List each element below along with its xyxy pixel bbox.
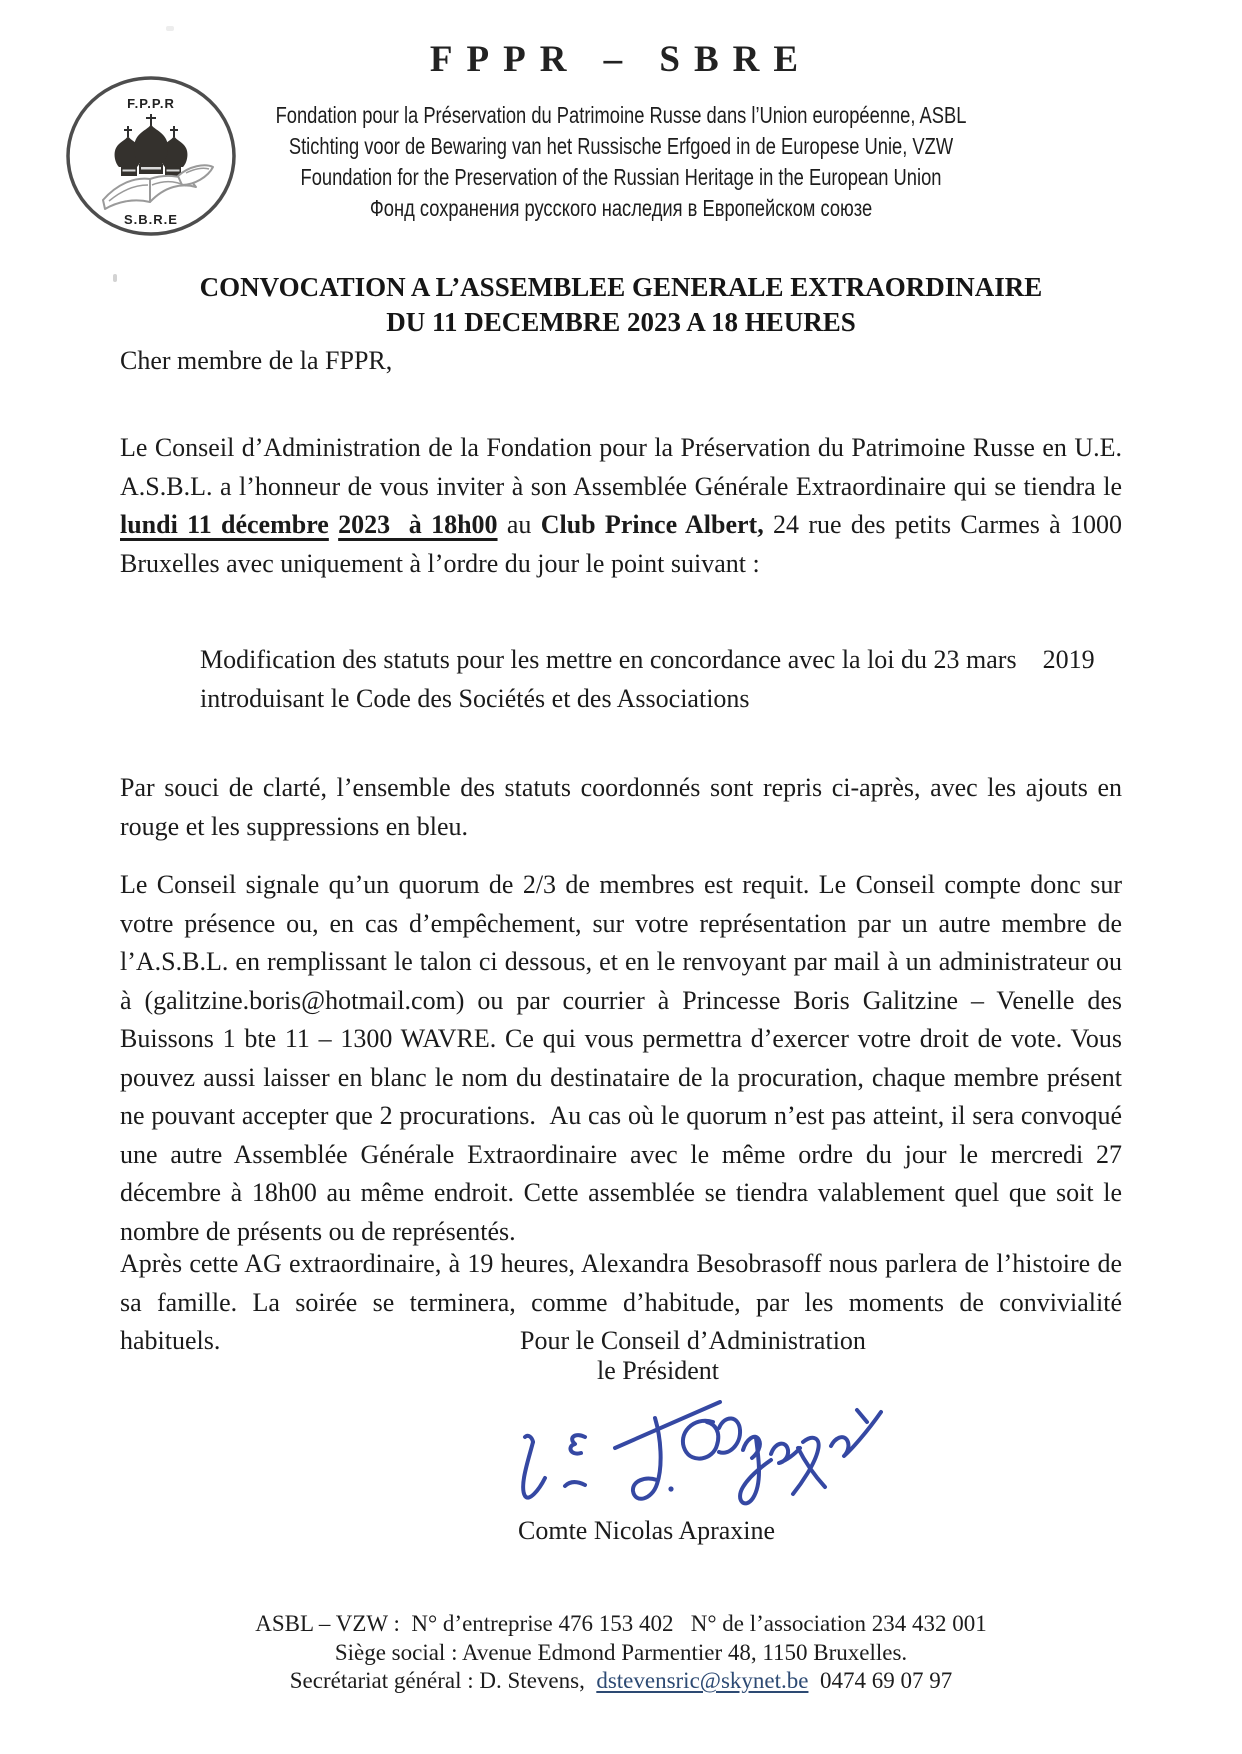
footer-phone: 0474 69 07 97 (808, 1668, 953, 1693)
closing-line2: le Président (597, 1356, 720, 1385)
signatory-name: Comte Nicolas Apraxine (518, 1516, 776, 1545)
president-signature (505, 1390, 905, 1535)
footer-secretariat-label: Secrétariat général : D. Stevens, (289, 1668, 597, 1693)
scan-artifact (166, 26, 174, 31)
invitation-intro: Le Conseil d’Administration de la Fondation pour la Préservation du Patrimoine Russe en U.E. A.S.B.L. a l’honneur de vous inviter à son Assemblée Générale Extraordinaire qui se tiendra le (120, 433, 1122, 501)
org-name-fr: Fondation pour la Préservation du Patrimoine Russe dans l’Union européenne, ASBL (275, 102, 967, 128)
salutation: Cher membre de la FPPR, (120, 346, 393, 375)
notice-title-line1: CONVOCATION A L’ASSEMBLEE GENERALE EXTRAORDINAIRE (199, 272, 1043, 302)
date-gap (329, 510, 338, 539)
agenda-line1: Modification des statuts pour les mettre en concordance avec la loi du 23 mars 2019 (200, 645, 1095, 674)
org-acronym-title: FPPR – SBRE (429, 39, 813, 80)
org-names-block (0, 100, 1242, 224)
paragraph-quorum: Le Conseil signale qu’un quorum de 2/3 de membres est requit. Le Conseil compte donc sur votre présence ou, en cas d’empêchement, sur votre représentation par un autre membre de l’A.S.B.L. en remplissant le talon ci dessous, et en le renvoyant par mail à un administrateur ou à (galitzine.boris@hotmail.com) ou par courrier à Princesse Boris Galitzine – Venelle des Buissons 1 bte 11 – 1300 WAVRE. Ce qui vous permettra d’exercer votre droit de vote. Vous pouvez aussi laisser en blanc le nom du destinataire de la procuration, chaque membre présent ne pouvant accepter que 2 procurations. Au cas où le quorum n’est pas atteint, il sera convoqué une autre Assemblée Générale Extraordinaire avec le même ordre du jour le mercredi 27 décembre à 18h00 au même endroit. Cette assemblée se tiendra valablement quel que soit le nombre de présents ou de représentés. (120, 870, 1122, 1246)
org-name-nl: Stichting voor de Bewaring van het Russische Erfgoed in de Europese Unie, VZW (288, 133, 954, 159)
logo-top-label: F.P.P.R (127, 96, 175, 111)
invitation-mid: au (497, 510, 541, 539)
paragraph-invitation (120, 429, 1122, 583)
secretariat-email-link[interactable]: dstevensric@skynet.be (596, 1668, 809, 1693)
meeting-date-part2: 2023 à 18h00 (338, 510, 498, 539)
closing-line1: Pour le Conseil d’Administration (520, 1326, 866, 1355)
agenda-line2: introduisant le Code des Sociétés et des Associations (200, 683, 750, 713)
meeting-date-part1: lundi 11 décembre (120, 510, 329, 539)
footer-secretariat (0, 1667, 1242, 1696)
invitation-rest: 24 rue des petits Carmes à 1000 Bruxelles avec uniquement à l’ordre du jour le point suivant : (120, 510, 1123, 578)
notice-title-line2: DU 11 DECEMBRE 2023 A 18 HEURES (386, 307, 856, 337)
letter-footer (0, 1610, 1242, 1696)
footer-address: Siège social : Avenue Edmond Parmentier 48, 1150 Bruxelles. (334, 1639, 908, 1665)
logo-bottom-label: S.B.R.E (124, 212, 178, 227)
org-name-ru: Фонд сохранения русского наследия в Европейском союзе (369, 195, 873, 221)
paragraph-after-ag: Après cette AG extraordinaire, à 19 heures, Alexandra Besobrasoff nous parlera de l’histoire de sa famille. La soirée se terminera, comme d’habitude, par les moments de convivialité habituels. (120, 1249, 1122, 1355)
footer-registration: ASBL – VZW : N° d’entreprise 476 153 402 N° de l’association 234 432 001 (255, 1611, 987, 1636)
paragraph-clarity: Par souci de clarté, l’ensemble des statuts coordonnés sont repris ci-après, avec les ajouts en rouge et les suppressions en bleu. (120, 773, 1122, 841)
org-name-en: Foundation for the Preservation of the Russian Heritage in the European Union (300, 164, 942, 190)
agenda-item (200, 641, 1095, 718)
notice-title (0, 270, 1242, 340)
meeting-venue: Club Prince Albert, (540, 510, 764, 539)
